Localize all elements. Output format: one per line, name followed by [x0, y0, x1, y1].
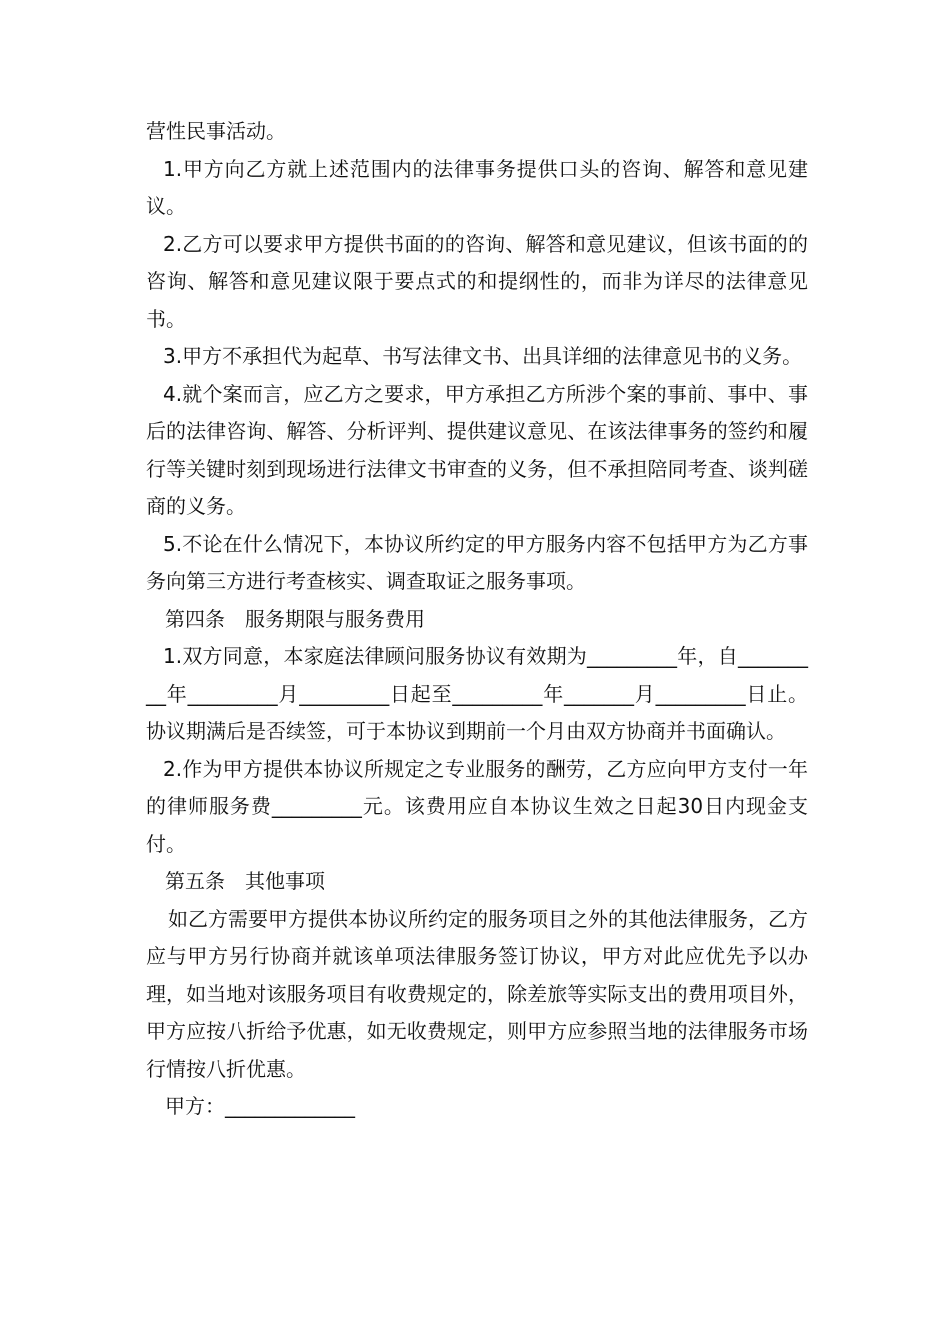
- article-4-heading: 第四条 服务期限与服务费用: [165, 606, 425, 631]
- clause-item-2: 2.乙方可以要求甲方提供书面的的咨询、解答和意见建议，但该书面的的咨询、解答和意见建议限于要点式的和提纲性的，而非为详尽的法律意见书。: [146, 231, 808, 331]
- clause-item-3: 3.甲方不承担代为起草、书写法律文书、出具详细的法律意见书的义务。: [163, 344, 803, 368]
- article-5-heading: 第五条 其他事项: [165, 869, 325, 893]
- clause-item-1: 1.甲方向乙方就上述范围内的法律事务提供口头的咨询、解答和意见建议。: [146, 156, 808, 218]
- document-page: [146, 113, 808, 1126]
- clause-item-4: 4.就个案而言，应乙方之要求，甲方承担乙方所涉个案的事前、事中、事后的法律咨询、解答、分析评判、提供建议意见、在该法律事务的签约和履行等关键时刻到现场进行法律文书审查的义务，但不承担陪同考查、谈判磋商的义务。: [146, 381, 808, 518]
- article-4-item-1: 1.双方同意，本家庭法律顾问服务协议有效期为_________年，自_________年_________月_________日起至_________年_______月_________日止。协议期满后是否续签，可于本协议到期前一个月由双方协商并书面确认。: [146, 644, 808, 743]
- article-4-item-2: 2.作为甲方提供本协议所规定之专业服务的酬劳，乙方应向甲方支付一年的律师服务费_________元。该费用应自本协议生效之日起30日内现金支付。: [146, 756, 808, 856]
- party-a-signature-line: 甲方：_____________: [165, 1094, 355, 1118]
- clause-item-5: 5.不论在什么情况下，本协议所约定的甲方服务内容不包括甲方为乙方事务向第三方进行考查核实、调查取证之服务事项。: [146, 531, 808, 593]
- paragraph-continuation: 营性民事活动。: [146, 119, 286, 143]
- article-5-body: 如乙方需要甲方提供本协议所约定的服务项目之外的其他法律服务，乙方应与甲方另行协商并就该单项法律服务签订协议，甲方对此应优先予以办理，如当地对该服务项目有收费规定的，除差旅等实际支出的费用项目外，甲方应按八折给予优惠，如无收费规定，则甲方应参照当地的法律服务市场行情按八折优惠。: [146, 906, 808, 1081]
